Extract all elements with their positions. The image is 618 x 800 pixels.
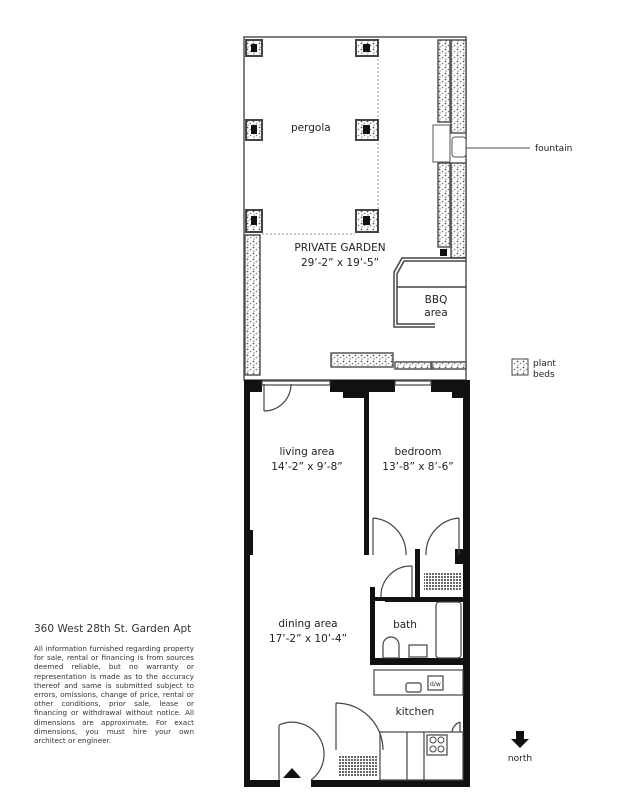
north-arrow-icon [511,731,529,748]
listing-info [34,623,194,745]
bath-sink [409,645,427,657]
pergola-label: pergola [291,122,331,134]
kitchen-closet [338,755,378,777]
living-area-dimensions: 14’-2” x 9’-8” [271,461,343,473]
kitchen-sink [406,683,421,692]
dining-area-dimensions: 17’-2” x 10’-4” [268,633,348,645]
disclaimer-text: All information furnished regarding property for sale, rental or financing is from sources deemed reliable, but no warranty or representation is made as to the accuracy thereof and same is submitted subject to errors, omissions, change of price, rental or other conditions, prior sale, lease or financing or withdrawal without notice. All dimensions are approximate. For exact dimensions, you must hire your own architect or engineer. [34,644,194,746]
fountain-block [433,125,450,162]
bbq-label: BBQ [424,294,448,306]
garden-title: PRIVATE GARDEN [294,242,386,254]
bedroom-name: bedroom [394,446,442,458]
dining-area-name: dining area [278,618,338,630]
legend-label-2: beds [533,370,555,380]
bedroom-dimensions: 13’-8” x 8’-6” [382,461,454,473]
pergola-dotted-outline [262,55,378,234]
garden-dimensions: 29’-2” x 19’-5” [300,257,380,269]
legend-label: plant [533,359,556,369]
bath-name: bath [393,619,417,631]
plant-beds-legend [512,359,556,380]
kitchen-name: kitchen [395,706,435,718]
north-label: north [507,754,533,764]
fountain-basin [452,137,466,157]
north-compass [508,731,532,764]
bathtub [436,602,461,658]
dishwasher-label: d/w [430,681,441,688]
address-title: 360 West 28th St. Garden Apt [34,623,192,635]
entrance-arrow-icon [283,768,301,778]
bedroom-closet [424,573,462,591]
toilet [383,637,399,658]
apartment [244,380,470,787]
living-area-name: living area [279,446,335,458]
fountain-label: fountain [535,144,573,154]
stove [427,735,447,755]
private-garden [244,37,572,380]
bbq-label-area: area [424,307,448,319]
pergola-posts [246,40,378,232]
plant-beds-swatch [512,359,528,375]
